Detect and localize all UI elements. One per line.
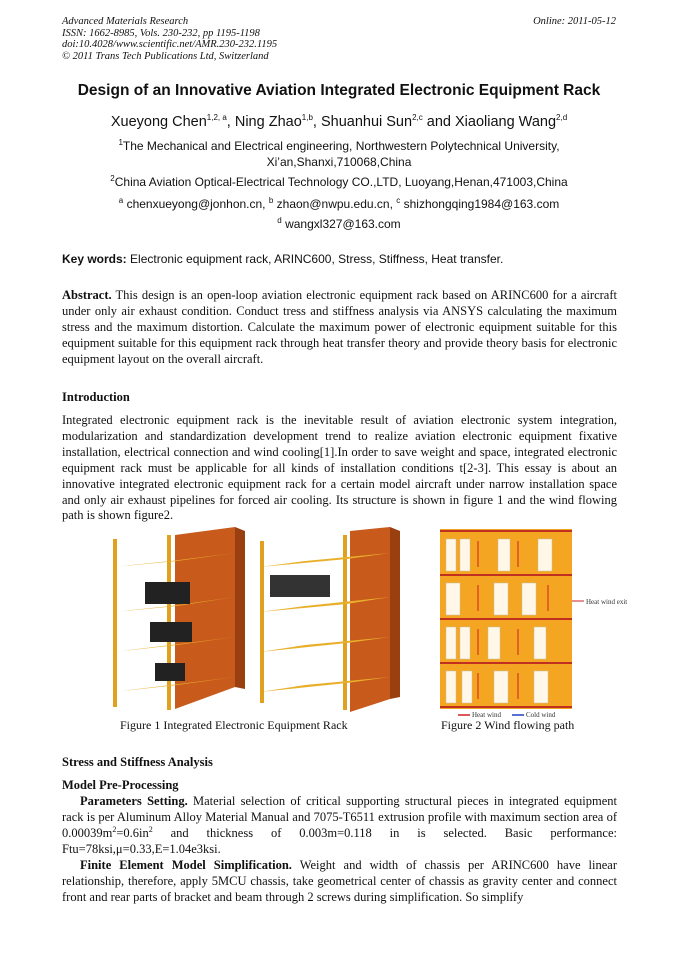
email-line-2 (0, 216, 678, 232)
superscript: 2 (148, 824, 153, 834)
online-date: Online: 2011-05-12 (533, 16, 616, 27)
email[interactable]: zhaon@nwpu.edu.cn, (276, 197, 397, 211)
parameters-label: Parameters Setting. (80, 794, 188, 808)
doi-line: doi:10.4028/www.scientific.net/AMR.230-232.1195 (62, 39, 278, 50)
affiliation-sup: 2 (110, 174, 115, 183)
keywords (62, 252, 622, 266)
parameters-text: =0.6in (116, 825, 149, 840)
figure-2-caption: Figure 2 Wind flowing path (441, 718, 575, 732)
issn-line: ISSN: 1662-8985, Vols. 230-232, pp 1195-1198 (62, 27, 260, 39)
figure-1-rack-illustration (105, 527, 405, 715)
introduction-heading: Introduction (62, 390, 130, 404)
email-sup: c (396, 196, 401, 205)
author-name: Xueyong Chen (110, 114, 207, 130)
author-sup: 2,d (556, 113, 568, 123)
fe-model-paragraph (62, 858, 617, 906)
author-sep: , (312, 114, 321, 130)
superscript: 2 (112, 824, 117, 834)
email[interactable]: chenxueyong@jonhon.cn, (126, 197, 269, 211)
journal-name: Advanced Materials Research (62, 16, 189, 27)
affiliation-text: China Aviation Optical-Electrical Technology CO.,LTD, Luoyang,Henan,471003,China (114, 175, 568, 189)
email[interactable]: wangxl327@163.com (285, 217, 401, 231)
author-name: Ning Zhao (234, 114, 302, 130)
abstract-label: Abstract. (62, 288, 112, 302)
author-list (0, 114, 678, 130)
fe-model-label: Finite Element Model Simplification. (80, 858, 292, 872)
email[interactable]: shizhongqing1984@163.com (403, 197, 560, 211)
running-header (62, 16, 277, 62)
author-name: Xiaoliang Wang (454, 114, 557, 130)
exit-label: Heat wind exit (586, 598, 628, 606)
stress-heading: Stress and Stiffness Analysis (62, 755, 213, 769)
keywords-text: Electronic equipment rack, ARINC600, Stress, Stiffness, Heat transfer. (126, 252, 504, 266)
affiliation-text: Xi’an,Shanxi,710068,China (266, 155, 412, 169)
author-name: Shuanhui Sun (320, 114, 413, 130)
figure-2-wind-path-diagram (438, 527, 658, 719)
legend-heat-label: Heat wind (472, 711, 501, 719)
keywords-label: Key words: (62, 252, 127, 266)
author-sep: , (226, 114, 235, 130)
affiliation-text: The Mechanical and Electrical engineering, Northwestern Polytechnical University, (122, 139, 560, 153)
affiliation-1 (0, 138, 678, 170)
author-sup: 1,b (301, 113, 313, 123)
copyright-line: © 2011 Trans Tech Publications Ltd, Switzerland (62, 50, 269, 62)
parameters-text: Material selection of critical supporting structural pieces in integrated equipment rack is per Aluminum Alloy Material Manual and 7075-T6511 extrusion profile with maximum section area of 0.00039m (62, 794, 617, 840)
author-sup: 2,c (412, 113, 423, 123)
abstract-text: This design is an open-loop aviation electronic equipment rack based on ARINC600 for a aircraft under only air exhaust condition. Conduct tress and stiffness analysis via ANSYS calculating the maximum stress and the maximum distortion. Calculate the maximum power of electronic equipment suitable for this equipment suitable for this equipment rack through heat transfer theory and provide theory basis for electronic equipment layout on the overall aircraft. (62, 288, 617, 366)
rack-right (260, 527, 400, 712)
preprocessing-heading: Model Pre-Processing (62, 778, 179, 792)
figure-1-caption: Figure 1 Integrated Electronic Equipment Rack (120, 718, 348, 732)
email-sup: d (277, 216, 282, 225)
author-sup: 1,2, a (206, 113, 227, 123)
legend-cold-label: Cold wind (526, 711, 556, 719)
rack-left (113, 527, 245, 710)
email-line (0, 196, 678, 212)
email-sup: a (118, 196, 124, 205)
email-sup: b (268, 196, 274, 205)
author-sep: and (422, 114, 455, 130)
parameters-paragraph (62, 794, 617, 858)
affiliation-sup: 1 (118, 138, 123, 147)
paper-title: Design of an Innovative Aviation Integrated Electronic Equipment Rack (77, 82, 601, 99)
fe-model-text: Weight and width of chassis per ARINC600 have linear relationship, therefore, apply 5MCU chassis, take geometrical center of chassis as gravity center and connect front and rear parts of bracket and beam through 2 screws during simplification. So simplify (62, 858, 617, 904)
abstract (62, 288, 617, 368)
parameters-text: and thickness of 0.003m=0.118 in is selected. Basic performance: Ftu=78ksi,μ=0.33,E=1.04e3ksi. (62, 825, 617, 856)
introduction-text: Integrated electronic equipment rack is the inevitable result of aviation electronic system integration, modularization and standardization development trend to realize aviation electronic equipment fixative installation, electrical connection and wind cooling[1].In order to save weight and space, integrated electronic equipment rack must be applicable for all kinds of installation conditions t[2-3]. This essay is about an innovative integrated electronic equipment rack for a certain model aircraft under narrow installation space and only air exhaust pipelines for forced air cooling. Its structure is shown in figure 1 and the wind flowing path is shown figure2. (62, 413, 617, 523)
affiliation-2 (0, 174, 678, 190)
